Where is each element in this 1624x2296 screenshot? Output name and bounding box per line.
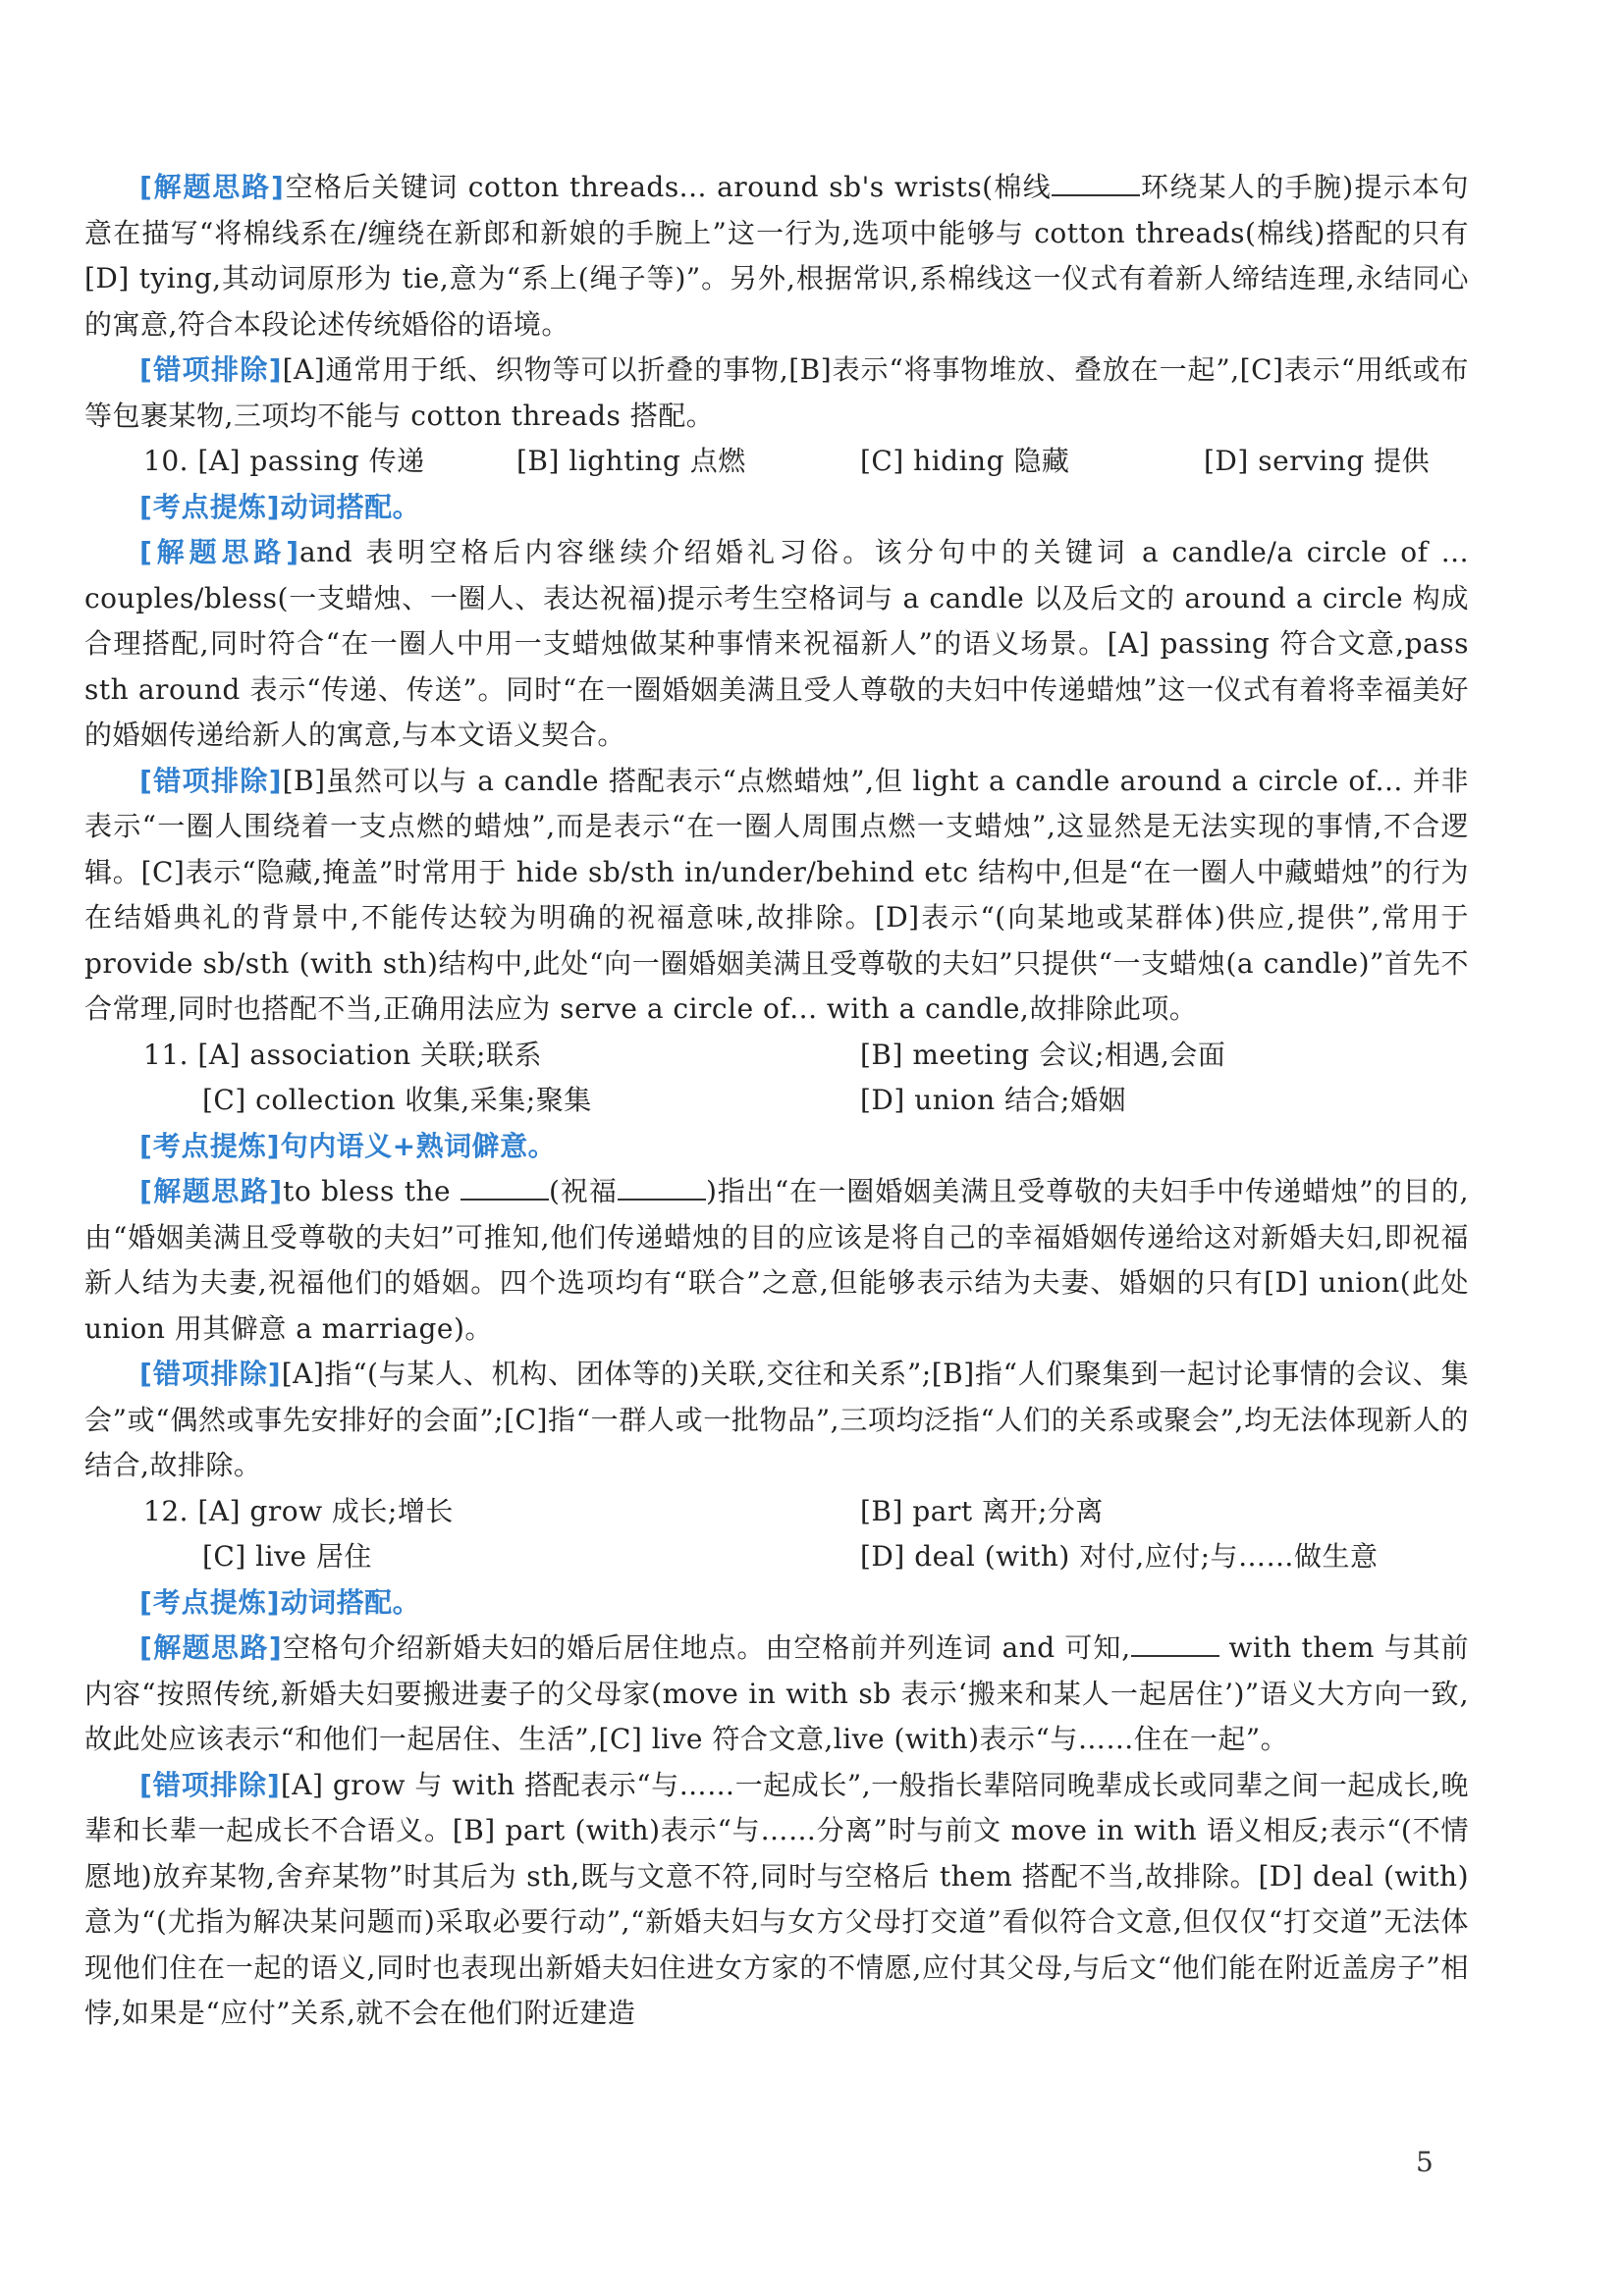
q9-eliminate: [错项排除][A]通常用于纸、织物等可以折叠的事物,[B]表示“将事物堆放、叠放在一起”,[C]表示“用纸或布等包裹某物,三项均不能与 cotton threads 搭配。	[84, 353, 1469, 432]
q11-option-b: [B] meeting 会议;相遇,会面	[860, 1038, 1226, 1071]
q11-option-a: 11. [A] association 关联;联系	[143, 1038, 542, 1071]
q12-option-c: [C] live 居住	[202, 1540, 372, 1573]
reasoning-tag: [解题思路]	[139, 1631, 283, 1664]
page-number: 5	[1416, 2146, 1434, 2178]
q12-option-b: [B] part 离开;分离	[860, 1494, 1104, 1527]
q11-reasoning: [解题思路]to bless the (祝福 )指出“在一圈婚姻美满且受尊敬的夫妇手中传递蜡烛”的目的,由“婚姻美满且受尊敬的夫妇”可推知,他们传递蜡烛的目的应该是将自己的幸福婚姻传递给这对新婚夫妇,即祝福新人结为夫妻,祝福他们的婚姻。四个选项均有“联合”之意,但能够表示结为夫妻、婚姻的只有[D] union(此处 union 用其僻意 a marriage)。	[84, 1169, 1469, 1352]
q10-options	[84, 439, 1469, 485]
reasoning-tag: [解题思路]	[139, 171, 285, 203]
q10-reasoning: [解题思路]and 表明空格后内容继续介绍婚礼习俗。该分句中的关键词 a candle/a circle of ... couples/bless(一支蜡烛、一圈人、表达祝福)提示考生空格词与 a candle 以及后文的 around a circle 构成合理搭配,同时符合“在一圈人中用一支蜡烛做某种事情来祝福新人”的语义场景。[A] passing 符合文意,pass sth around 表示“传递、传送”。同时“在一圈婚姻美满且受人尊敬的夫妇中传递蜡烛”这一仪式有着将幸福美好的婚姻传递给新人的寓意,与本文语义契合。	[84, 536, 1469, 751]
q10-keypoint: [考点提炼]动词搭配。	[139, 490, 421, 523]
q12-option-d: [D] deal (with) 对付,应付;与……做生意	[860, 1540, 1379, 1573]
keypoint-tag: [考点提炼]	[139, 1585, 281, 1619]
q12-reasoning: [解题思路]空格句介绍新婚夫妇的婚后居住地点。由空格前并列连词 and 可知, with them 与其前内容“按照传统,新婚夫妇要搬进妻子的父母家(move in with sb 表示‘搬来和某人一起居住’)”语义大方向一致,故此处应该表示“和他们一起居住、生活”,[C] live 符合文意,live (with)表示“与……住在一起”。	[84, 1626, 1469, 1763]
keypoint-tag: [考点提炼]	[139, 1129, 281, 1162]
eliminate-tag: [错项排除]	[139, 1768, 281, 1801]
q11-option-c: [C] collection 收集,采集;聚集	[202, 1084, 592, 1116]
q12-option-a: 12. [A] grow 成长;增长	[143, 1494, 454, 1527]
reasoning-tag: [解题思路]	[139, 1175, 284, 1207]
q12-options	[84, 1489, 1469, 1580]
q11-eliminate: [错项排除][A]指“(与某人、机构、团体等的)关联,交往和关系”;[B]指“人们聚集到一起讨论事情的会议、集会”或“偶然或事先安排好的会面”;[C]指“一群人或一批物品”,三项均泛指“人们的关系或聚会”,均无法体现新人的结合,故排除。	[84, 1358, 1469, 1481]
reasoning-tag: [解题思路]	[139, 536, 300, 568]
q10-option-c: [C] hiding 隐藏	[860, 445, 1070, 477]
q12-eliminate: [错项排除][A] grow 与 with 搭配表示“与……一起成长”,一般指长辈陪同晚辈成长或同辈之间一起成长,晚辈和长辈一起成长不合语义。[B] part (with)表示“与……分离”时与前文 move in with 语义相反;表示“(不情愿地)放弃某物,舍弃某物”时其后为 sth,既与文意不符,同时与空格后 them 搭配不当,故排除。[D] deal (with)意为“(尤指为解决某问题而)采取必要行动”,“新婚夫妇与女方父母打交道”看似符合文意,但仅仅“打交道”无法体现他们住在一起的语义,同时也表现出新婚夫妇住进女方家的不情愿,应付其父母,与后文“他们能在附近盖房子”相悖,如果是“应付”关系,就不会在他们附近建造	[84, 1768, 1469, 2029]
eliminate-tag: [错项排除]	[139, 1358, 282, 1390]
answer-blank	[460, 1171, 549, 1201]
q11-keypoint: [考点提炼]句内语义+熟词僻意。	[139, 1129, 557, 1162]
q10-option-d: [D] serving 提供	[1204, 445, 1431, 477]
q10-option-b: [B] lighting 点燃	[516, 445, 746, 477]
answer-blank	[1131, 1628, 1219, 1657]
answer-blank	[618, 1171, 706, 1201]
answer-explanation-body	[84, 165, 1469, 2037]
q10-eliminate: [错项排除][B]虽然可以与 a candle 搭配表示“点燃蜡烛”,但 light a candle around a circle of... 并非表示“一圈人围绕着一支点燃的蜡烛”,而是表示“在一圈人周围点燃一支蜡烛”,这显然是无法实现的事情,不合逻辑。[C]表示“隐藏,掩盖”时常用于 hide sb/sth in/under/behind etc 结构中,但是“在一圈人中藏蜡烛”的行为在结婚典礼的背景中,不能传达较为明确的祝福意味,故排除。[D]表示“(向某地或某群体)供应,提供”,常用于 provide sb/sth (with sth)结构中,此处“向一圈婚姻美满且受尊敬的夫妇”只提供“一支蜡烛(a candle)”首先不合常理,同时也搭配不当,正确用法应为 serve a circle of... with a candle,故排除此项。	[84, 764, 1469, 1025]
q10-option-a: 10. [A] passing 传递	[143, 445, 425, 477]
q9-reasoning: [解题思路]空格后关键词 cotton threads... around sb's wrists(棉线 环绕某人的手腕)提示本句意在描写“将棉线系在/缠绕在新郎和新娘的手腕上”这一行为,选项中能够与 cotton threads(棉线)搭配的只有[D] tying,其动词原形为 tie,意为“系上(绳子等)”。另外,根据常识,系棉线这一仪式有着新人缔结连理,永结同心的寓意,符合本段论述传统婚俗的语境。	[84, 165, 1469, 347]
q11-options	[84, 1033, 1469, 1124]
q11-option-d: [D] union 结合;婚姻	[860, 1084, 1126, 1116]
q12-keypoint: [考点提炼]动词搭配。	[139, 1585, 421, 1619]
keypoint-tag: [考点提炼]	[139, 490, 281, 523]
eliminate-tag: [错项排除]	[139, 764, 283, 797]
answer-blank	[1052, 167, 1140, 196]
eliminate-tag: [错项排除]	[139, 353, 283, 386]
